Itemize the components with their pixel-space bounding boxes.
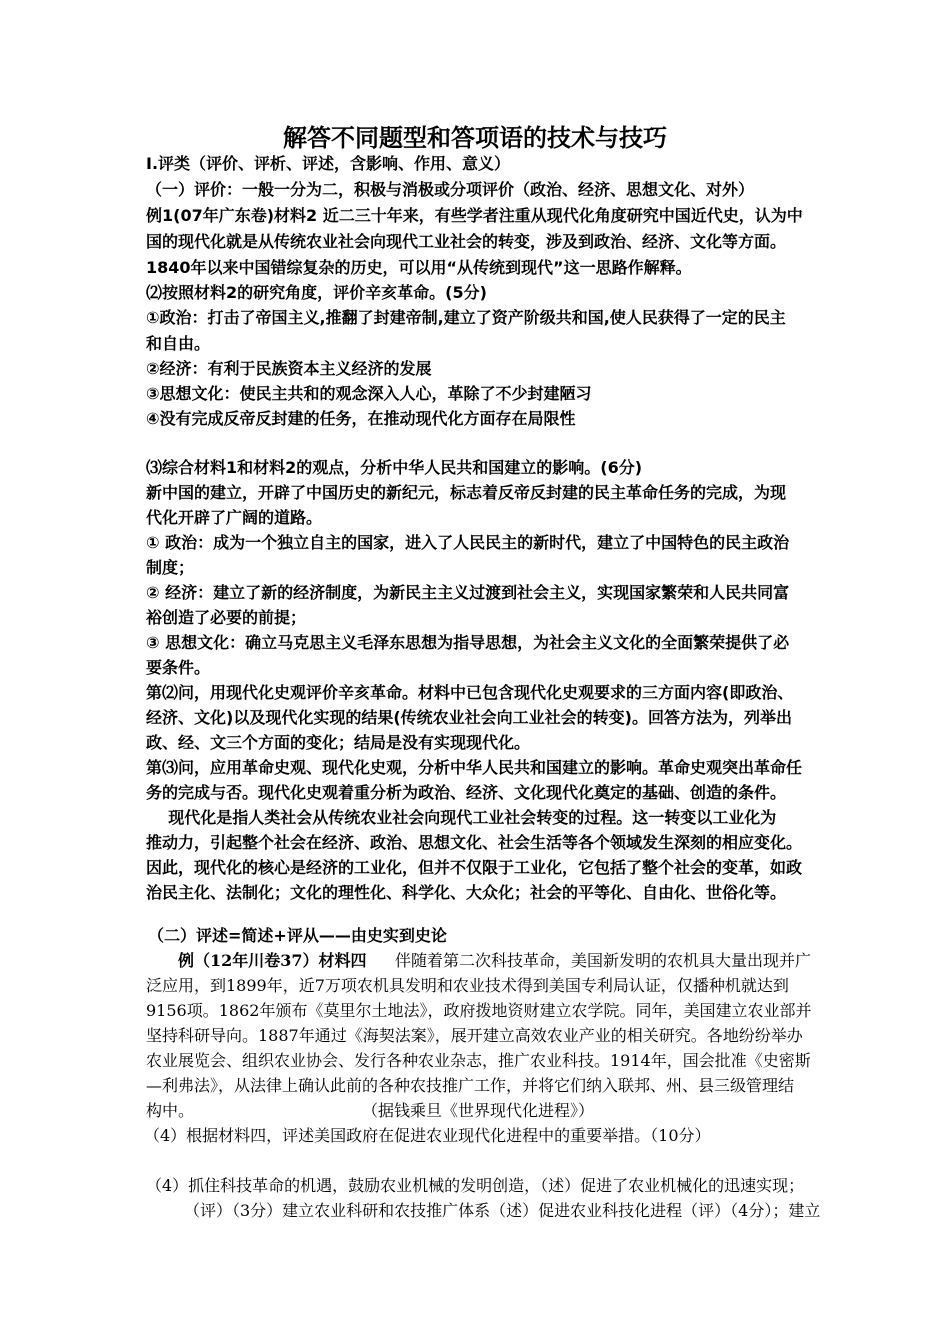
paragraph-line: 1840年以来中国错综复杂的历史，可以用“从传统到现代”这一思路作解释。 [146, 258, 692, 277]
answer-line: ② 经济：建立了新的经济制度，为新民主主义过渡到社会主义，实现国家繁荣和人民共同富 [146, 583, 790, 602]
analysis-line: 第⑶问，应用革命史观、现代化史观，分析中华人民共和国建立的影响。革命史观突出革命任 [146, 758, 803, 777]
example-label: 例（12年川卷37）材料四 [178, 951, 367, 970]
answer-line: 新中国的建立，开辟了中国历史的新纪元，标志着反帝反封建的民主革命任务的完成，为现 [146, 483, 787, 502]
subsection-heading-1: （一）评价：一般一分为二，积极与消极或分项评价（政治、经济、思想文化、对外） [146, 180, 755, 199]
answer-line: ③思想文化：使民主共和的观念深入人心，革除了不少封建陋习 [146, 384, 592, 403]
material-line: —利弗法》，从法律上确认此前的各种农技推广工作，并将它们纳入联邦、州、县三级管理结 [146, 1076, 795, 1095]
answer-line: （评）（3分）建立农业科研和农技推广体系（述）促进农业科技化进程（评）（4分）；建立 [184, 1201, 821, 1220]
subsection-heading-2: （二）评述=简述+评从——由史实到史论 [148, 926, 447, 945]
material-line: 构中。 [146, 1101, 195, 1120]
material-line: 农业展览会、组织农业协会、发行各种农业杂志，推广农业科技。1914年，国会批准《史密斯 [146, 1051, 811, 1070]
analysis-line: 现代化是指人类社会从传统农业社会向现代工业社会转变的过程。这一转变以工业化为 [146, 808, 777, 827]
material-line: 9156项。1862年颁布《莫里尔土地法》，政府拨地资财建立农学院。同年，美国建立农业部并 [146, 1001, 812, 1020]
analysis-line: 因此，现代化的核心是经济的工业化，但并不仅限于工业化，它包括了整个社会的变革，如政 [146, 858, 803, 877]
answer-line: ③ 思想文化：确立马克思主义毛泽东思想为指导思想，为社会主义文化的全面繁荣提供了必 [146, 633, 790, 652]
answer-line: 要条件。 [146, 658, 211, 677]
answer-line: 代化开辟了广阔的道路。 [146, 508, 323, 527]
paragraph-line: 例1(07年广东卷)材料2 近二三十年来，有些学者注重从现代化角度研究中国近代史，认为中 [146, 206, 803, 225]
material-line: 泛应用，到1899年，近7万项农机具发明和农业技术得到美国专利局认证，仅播种机就达到 [146, 976, 789, 995]
analysis-line: 推动力，引起整个社会在经济、政治、思想文化、社会生活等各个领域发生深刻的相应变化。 [146, 833, 803, 852]
section-heading-evaluation: Ⅰ.评类（评价、评析、评述，含影响、作用、意义） [146, 154, 511, 173]
answer-line: 裕创造了必要的前提； [146, 608, 307, 627]
answer-line: ① 政治：成为一个独立自主的国家，进入了人民民主的新时代，建立了中国特色的民主政治 [146, 533, 790, 552]
question-line: （4）根据材料四，评述美国政府在促进农业现代化进程中的重要举措。（10分） [144, 1126, 711, 1145]
source-citation: （据钱乘旦《世界现代化进程》） [362, 1101, 595, 1120]
analysis-line: 务的完成与否。现代化史观着重分析为政治、经济、文化现代化奠定的基础、创造的条件。 [146, 783, 787, 802]
answer-line: 和自由。 [146, 334, 211, 353]
analysis-line: 经济、文化)以及现代化实现的结果(传统农业社会向工业社会的转变)。回答方法为，列举出 [146, 708, 792, 727]
analysis-line: 治民主化、法制化；文化的理性化、科学化、大众化；社会的平等化、自由化、世俗化等。 [146, 883, 787, 902]
question-line: ⑶综合材料1和材料2的观点，分析中华人民共和国建立的影响。(6分) [146, 458, 643, 477]
answer-line: ④没有完成反帝反封建的任务，在推动现代化方面存在局限性 [146, 409, 576, 428]
document-title: 解答不同题型和答项语的技术与技巧 [283, 123, 667, 152]
paragraph-line: 国的现代化就是从传统农业社会向现代工业社会的转变，涉及到政治、经济、文化等方面。 [146, 232, 787, 251]
material-line: 坚持科研导向。1887年通过《海契法案》，展开建立高效农业产业的相关研究。各地纷纷举办 [146, 1026, 803, 1045]
analysis-line: 政、经、文三个方面的变化；结局是没有实现现代化。 [146, 733, 531, 752]
question-line: ⑵按照材料2的研究角度，评价辛亥革命。(5分) [146, 283, 487, 302]
answer-line: 制度； [146, 558, 195, 577]
answer-line: ②经济：有利于民族资本主义经济的发展 [146, 359, 432, 378]
answer-line: （4）抓住科技革命的机遇，鼓励农业机械的发明创造，（述）促进了农业机械化的迅速实现； [146, 1176, 805, 1195]
analysis-line: 第⑵问，用现代化史观评价辛亥革命。材料中已包含现代化史观要求的三方面内容(即政治、 [146, 683, 794, 702]
answer-line: ①政治：打击了帝国主义,推翻了封建帝制,建立了资产阶级共和国,使人民获得了一定的民主 [146, 308, 786, 327]
material-line: 伴随着第二次科技革命，美国新发明的农机具大量出现并广 [395, 951, 812, 970]
